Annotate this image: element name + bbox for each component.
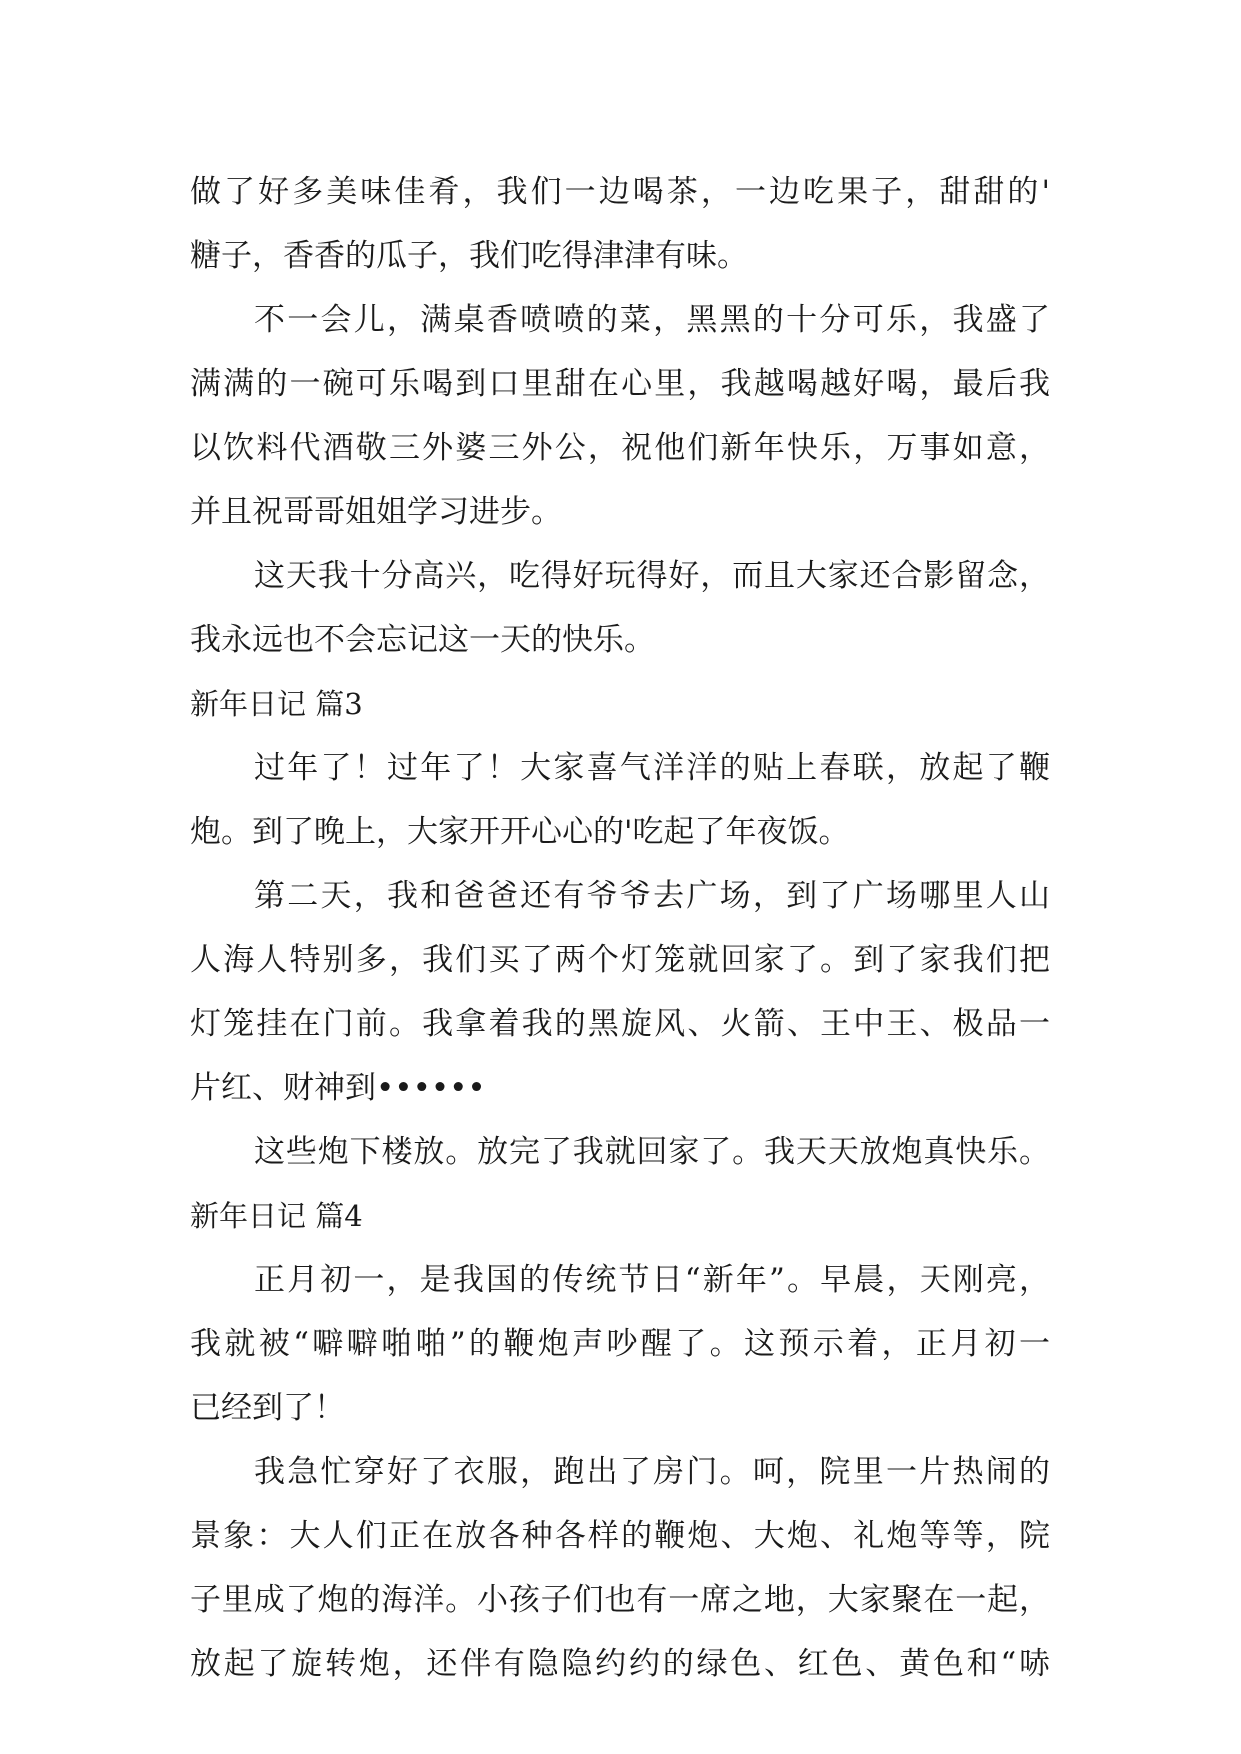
text-line: 景象：大人们正在放各种各样的鞭炮、大炮、礼炮等等，院 <box>190 1518 1050 1554</box>
document-body <box>190 160 1050 1696</box>
paragraph-start-line: 过年了！过年了！大家喜气洋洋的贴上春联，放起了鞭 <box>254 750 1050 786</box>
paragraph-start-line: 不一会儿，满桌香喷喷的菜，黑黑的十分可乐，我盛了 <box>254 302 1050 338</box>
text-line: 炮。到了晚上，大家开开心心的'吃起了年夜饭。 <box>190 814 850 850</box>
section-heading: 新年日记 篇4 <box>190 1199 363 1233</box>
paragraph-start-line: 这些炮下楼放。放完了我就回家了。我天天放炮真快乐。 <box>254 1134 1050 1170</box>
text-line: 灯笼挂在门前。我拿着我的黑旋风、火箭、王中王、极品一 <box>190 1006 1050 1042</box>
section-heading: 新年日记 篇3 <box>190 687 363 721</box>
text-line: 放起了旋转炮，还伴有隐隐约约的绿色、红色、黄色和“哧 <box>190 1646 1050 1682</box>
text-line: 人海人特别多，我们买了两个灯笼就回家了。到了家我们把 <box>190 942 1050 978</box>
text-line: 并且祝哥哥姐姐学习进步。 <box>190 494 562 530</box>
text-line: 子里成了炮的海洋。小孩子们也有一席之地，大家聚在一起， <box>190 1582 1050 1618</box>
text-line: 满满的一碗可乐喝到口里甜在心里，我越喝越好喝，最后我 <box>190 366 1050 402</box>
paragraph-start-line: 我急忙穿好了衣服，跑出了房门。呵，院里一片热闹的 <box>254 1454 1050 1490</box>
paragraph-start-line: 第二天，我和爸爸还有爷爷去广场，到了广场哪里人山 <box>254 878 1050 914</box>
text-line: 片红、财神到•••••• <box>190 1070 486 1106</box>
text-line: 以饮料代酒敬三外婆三外公，祝他们新年快乐，万事如意， <box>190 430 1050 466</box>
text-line: 糖子，香香的瓜子，我们吃得津津有味。 <box>190 238 748 274</box>
text-line: 做了好多美味佳肴，我们一边喝茶，一边吃果子，甜甜的' <box>190 174 1050 210</box>
text-line: 我永远也不会忘记这一天的快乐。 <box>190 622 655 658</box>
text-line: 我就被“噼噼啪啪”的鞭炮声吵醒了。这预示着，正月初一 <box>190 1326 1050 1362</box>
paragraph-start-line: 这天我十分高兴，吃得好玩得好，而且大家还合影留念， <box>254 558 1050 594</box>
text-line: 已经到了！ <box>190 1390 345 1426</box>
paragraph-start-line: 正月初一，是我国的传统节日“新年”。早晨，天刚亮， <box>254 1262 1050 1298</box>
